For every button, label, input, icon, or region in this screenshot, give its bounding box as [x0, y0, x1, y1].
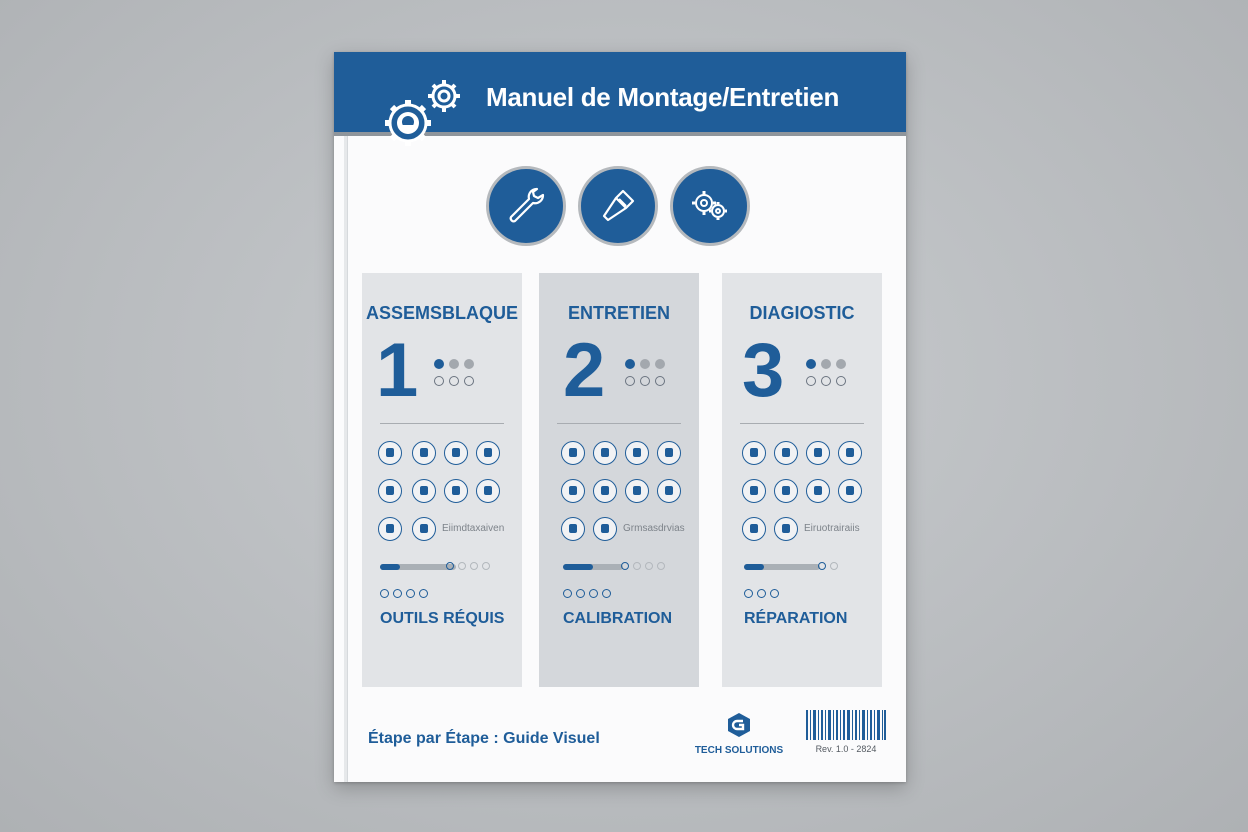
tool-icon [806, 479, 830, 503]
wrench-icon [486, 166, 566, 246]
tool-icon [412, 441, 436, 465]
tool-icon [774, 479, 798, 503]
tool-icon [657, 479, 681, 503]
grid-label: Grmsasdrvias [623, 523, 685, 534]
brand-name: TECH SOLUTIONS [694, 745, 784, 756]
progress-dots [446, 562, 494, 580]
panel-title: ASSEMSBLAQUE [365, 303, 518, 323]
progress-bar [380, 564, 456, 570]
barcode-icon [806, 710, 886, 740]
progress-bar [744, 564, 820, 570]
step-dots-outline [625, 376, 670, 394]
tool-icon [378, 441, 402, 465]
progress-dots [621, 562, 669, 580]
tool-icon [774, 517, 798, 541]
tool-icon [561, 517, 585, 541]
tool-icon [476, 479, 500, 503]
revision-label: Rev. 1.0 - 2824 [815, 744, 877, 754]
step-dots [434, 359, 479, 377]
tool-icon [838, 479, 862, 503]
bottom-dots [744, 589, 783, 607]
brand-block [692, 712, 786, 756]
gears-icon [670, 166, 750, 246]
step-dots-outline [806, 376, 851, 394]
panel-footer: CALIBRATION [563, 610, 673, 627]
step-dots [806, 359, 851, 377]
panel-title: ENTRETIEN [567, 303, 670, 323]
tool-icon [657, 441, 681, 465]
tool-icon [378, 517, 402, 541]
tool-icon [593, 517, 617, 541]
progress-bar [563, 564, 623, 570]
tool-icon [593, 479, 617, 503]
manual-cover [334, 52, 906, 782]
tool-icon [742, 441, 766, 465]
tool-icon [476, 441, 500, 465]
divider [740, 423, 864, 424]
bottom-dots [563, 589, 615, 607]
grid-label: Eiimdtaxaiven [442, 523, 505, 534]
bottom-dots [380, 589, 432, 607]
panel-diagnostic [722, 273, 882, 687]
tool-icon [593, 441, 617, 465]
tool-icon [742, 517, 766, 541]
step-number: 3 [742, 328, 785, 413]
divider [557, 423, 681, 424]
gears-logo-icon [378, 72, 478, 172]
panel-title: DIAGIOSTIC [749, 303, 855, 323]
tool-icon [625, 441, 649, 465]
step-dots [625, 359, 670, 377]
panel-assembly [362, 273, 522, 687]
step-number: 1 [376, 328, 419, 413]
step-dots-outline [434, 376, 479, 394]
divider [380, 423, 504, 424]
tech-solutions-logo-icon [726, 712, 752, 738]
step-number: 2 [563, 328, 606, 413]
screwdriver-icon [578, 166, 658, 246]
tool-icon [444, 441, 468, 465]
tool-icon [774, 441, 798, 465]
subtitle: Étape par Étape : Guide Visuel [368, 730, 600, 747]
tool-icon [444, 479, 468, 503]
tool-icon [561, 479, 585, 503]
grid-label: Eiruotrairaiis [804, 523, 860, 534]
tool-icon [378, 479, 402, 503]
tool-icon [412, 517, 436, 541]
manual-title: Manuel de Montage/Entretien [486, 82, 840, 112]
header-banner [334, 52, 906, 136]
spine [344, 52, 348, 782]
tool-icon [412, 479, 436, 503]
progress-dots [818, 562, 842, 580]
tool-icon [625, 479, 649, 503]
panel-footer: RÉPARATION [744, 610, 848, 627]
tool-icon [742, 479, 766, 503]
tool-icon [561, 441, 585, 465]
tool-icon [838, 441, 862, 465]
panel-maintenance [539, 273, 699, 687]
tool-icon [806, 441, 830, 465]
panel-footer: OUTILS RÉQUIS [380, 610, 505, 627]
